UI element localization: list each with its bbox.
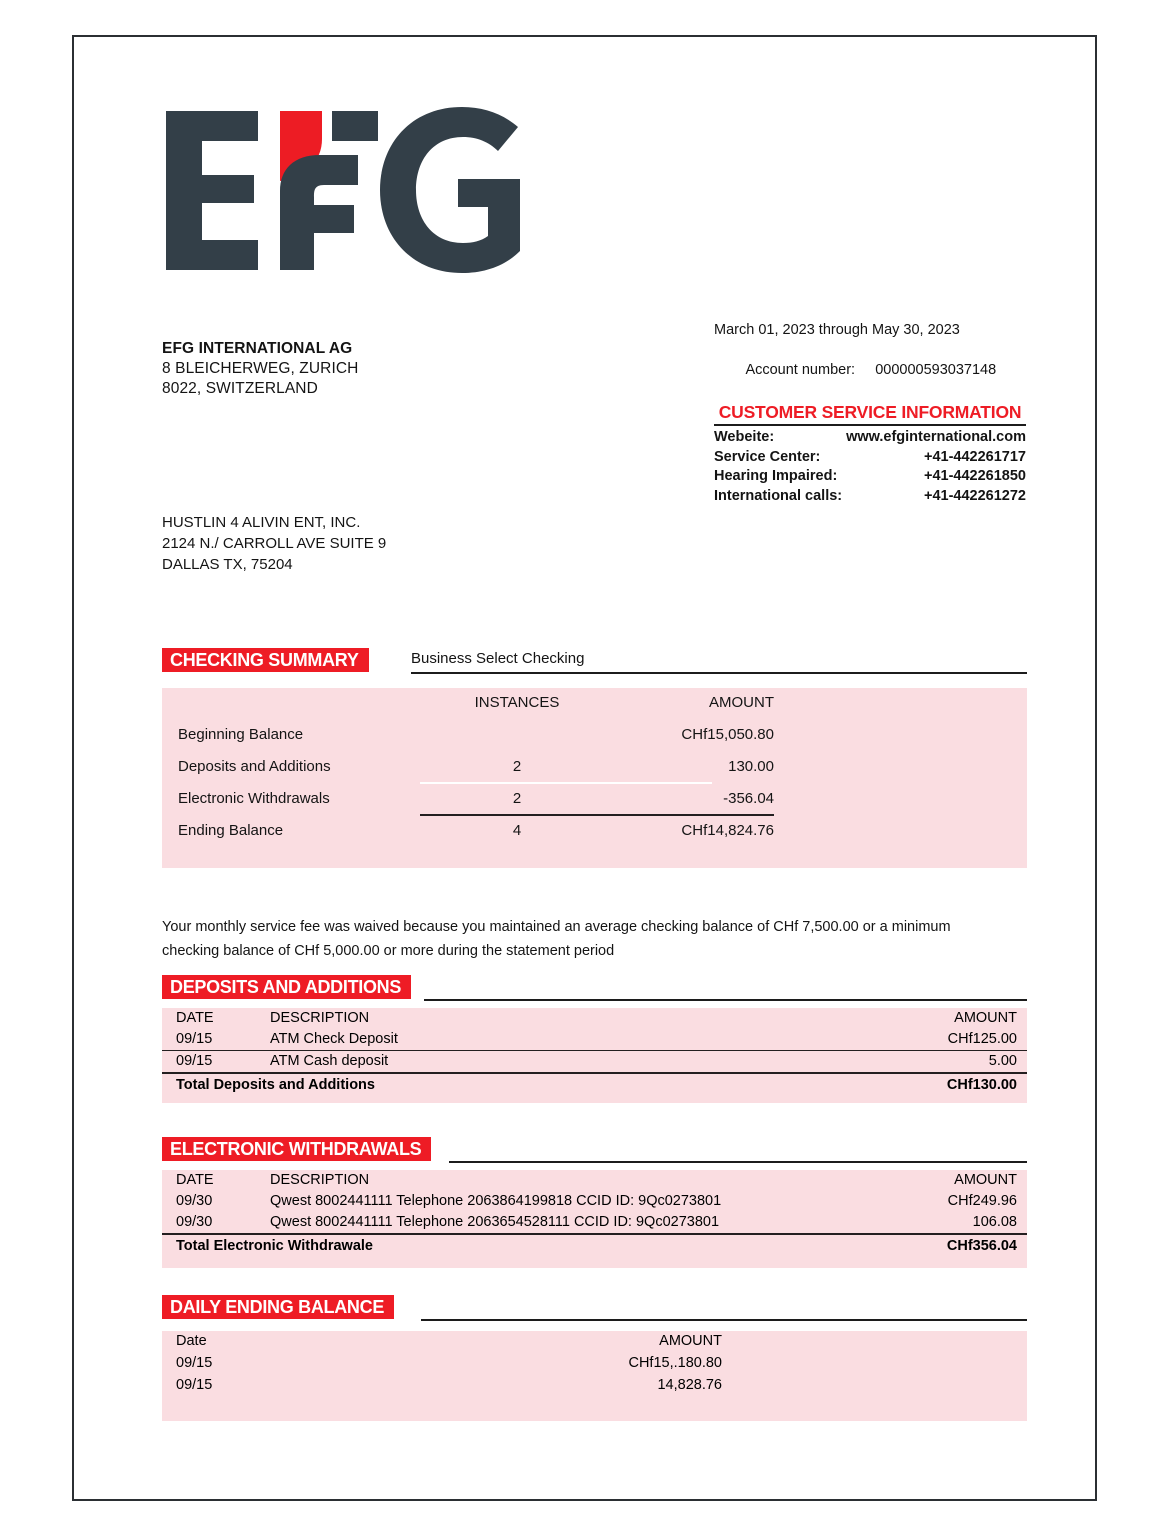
summary-row-label: Ending Balance bbox=[178, 822, 284, 839]
summary-row-instances: 2 bbox=[512, 758, 522, 775]
customer-service-divider bbox=[714, 424, 1026, 426]
account-type-label: Business Select Checking bbox=[411, 650, 585, 667]
sender-line-3: 8022, SWITZERLAND bbox=[162, 380, 318, 397]
withdrawals-col-date: DATE bbox=[176, 1172, 214, 1188]
withdrawals-col-amount: AMOUNT bbox=[954, 1172, 1017, 1188]
customer-service-label: Hearing Impaired: bbox=[714, 468, 838, 484]
table-row bbox=[162, 1353, 1027, 1375]
withdrawal-date: 09/30 bbox=[176, 1214, 213, 1230]
table-row bbox=[162, 1375, 1027, 1397]
deposit-date: 09/15 bbox=[176, 1053, 213, 1069]
deposits-col-date: DATE bbox=[176, 1010, 214, 1026]
withdrawal-date: 09/30 bbox=[176, 1193, 213, 1209]
deposit-amount: CHf125.00 bbox=[947, 1031, 1017, 1047]
daily-balance-date: 09/15 bbox=[176, 1355, 213, 1371]
summary-row-label: Beginning Balance bbox=[178, 726, 304, 743]
withdrawals-section bbox=[74, 1137, 1095, 1254]
daily-balance-amount: CHf15,.180.80 bbox=[628, 1355, 722, 1371]
withdrawals-title: ELECTRONIC WITHDRAWALS bbox=[162, 1137, 431, 1161]
withdrawal-amount: 106.08 bbox=[972, 1214, 1017, 1230]
account-number-value: 000000593037148 bbox=[875, 362, 997, 378]
customer-service-label: Webeite: bbox=[714, 429, 775, 445]
summary-row-label: Electronic Withdrawals bbox=[178, 790, 330, 807]
sender-line-2: 8 BLEICHERWEG, ZURICH bbox=[162, 360, 359, 377]
daily-balance-title: DAILY ENDING BALANCE bbox=[162, 1295, 394, 1319]
recipient-address bbox=[162, 512, 386, 575]
statement-period: March 01, 2023 through May 30, 2023 bbox=[714, 322, 960, 338]
customer-service-value: +41-442261717 bbox=[923, 448, 1026, 465]
deposits-table bbox=[162, 1008, 1027, 1103]
withdrawals-total-row bbox=[162, 1235, 1027, 1259]
customer-service-row bbox=[714, 448, 1026, 468]
summary-col-instances: INSTANCES bbox=[474, 694, 560, 711]
withdrawal-amount: CHf249.96 bbox=[947, 1193, 1017, 1209]
deposits-col-description: DESCRIPTION bbox=[270, 1010, 370, 1026]
summary-row-amount: CHf14,824.76 bbox=[681, 822, 774, 839]
withdrawals-col-description: DESCRIPTION bbox=[270, 1172, 370, 1188]
deposits-col-amount: AMOUNT bbox=[954, 1010, 1017, 1026]
customer-service-label: International calls: bbox=[714, 487, 843, 504]
daily-balance-rule bbox=[421, 1319, 1027, 1321]
deposits-total-row bbox=[162, 1074, 1027, 1098]
daily-balance-col-amount: AMOUNT bbox=[659, 1333, 722, 1349]
deposits-title: DEPOSITS AND ADDITIONS bbox=[162, 975, 411, 999]
deposits-section bbox=[74, 975, 1095, 1093]
recipient-line-1: HUSTLIN 4 ALIVIN ENT, INC. bbox=[162, 514, 361, 531]
deposit-description: ATM Cash deposit bbox=[270, 1053, 389, 1069]
service-fee-note: Your monthly service fee was waived because you maintained an average checking balance of CHf 7,500.00 or a minimum checking balance of CHf 5,000.00 or more during the statement period bbox=[162, 919, 951, 959]
sender-line-1: EFG INTERNATIONAL AG bbox=[162, 340, 353, 357]
daily-balance-section bbox=[74, 1295, 1095, 1393]
summary-header-row bbox=[162, 688, 1027, 720]
withdrawal-description: Qwest 8002441111 Telephone 2063864199818 CCID ID: 9Qc0273801 bbox=[270, 1193, 722, 1209]
efg-logo bbox=[162, 105, 532, 275]
deposit-description: ATM Check Deposit bbox=[270, 1031, 398, 1047]
withdrawals-table bbox=[162, 1170, 1027, 1268]
summary-row-label: Deposits and Additions bbox=[178, 758, 331, 775]
summary-row-amount: -356.04 bbox=[723, 790, 774, 807]
checking-summary-title: CHECKING SUMMARY bbox=[162, 648, 369, 672]
daily-balance-table bbox=[162, 1331, 1027, 1421]
summary-col-amount: AMOUNT bbox=[709, 694, 774, 711]
withdrawals-total-amount: CHf356.04 bbox=[946, 1238, 1017, 1254]
summary-row-instances: 4 bbox=[512, 822, 522, 839]
customer-service-box bbox=[714, 402, 1026, 506]
table-row bbox=[162, 1191, 1027, 1212]
daily-balance-amount: 14,828.76 bbox=[657, 1377, 722, 1393]
daily-balance-col-date: Date bbox=[176, 1333, 207, 1349]
deposit-amount: 5.00 bbox=[988, 1053, 1017, 1069]
customer-service-value: +41-442261850 bbox=[923, 468, 1026, 484]
recipient-line-2: 2124 N./ CARROLL AVE SUITE 9 bbox=[162, 535, 387, 552]
withdrawals-total-label: Total Electronic Withdrawale bbox=[176, 1238, 373, 1254]
summary-row-amount: 130.00 bbox=[728, 758, 774, 775]
customer-service-value: +41-442261272 bbox=[923, 487, 1026, 504]
deposits-total-label: Total Deposits and Additions bbox=[176, 1077, 375, 1093]
statement-meta bbox=[714, 320, 996, 400]
account-number-row bbox=[714, 340, 996, 400]
summary-row-amount: CHf15,050.80 bbox=[681, 726, 774, 743]
table-row bbox=[162, 1029, 1027, 1050]
customer-service-value[interactable]: www.efginternational.com bbox=[846, 429, 1026, 445]
summary-row bbox=[162, 752, 1027, 784]
summary-row bbox=[162, 720, 1027, 752]
summary-row bbox=[162, 784, 1027, 816]
account-number-label: Account number: bbox=[745, 362, 856, 378]
table-row bbox=[162, 1051, 1027, 1072]
checking-summary-rule bbox=[411, 672, 1027, 674]
customer-service-row bbox=[714, 487, 1026, 507]
statement-page bbox=[72, 35, 1097, 1501]
daily-balance-header-row bbox=[162, 1331, 1027, 1353]
checking-summary-section bbox=[74, 648, 1095, 839]
customer-service-row bbox=[714, 467, 1026, 487]
customer-service-label: Service Center: bbox=[714, 448, 821, 465]
table-row bbox=[162, 1212, 1027, 1233]
deposits-rule bbox=[424, 999, 1027, 1001]
deposits-header-row bbox=[162, 1008, 1027, 1029]
deposit-date: 09/15 bbox=[176, 1031, 213, 1047]
summary-row-instances: 2 bbox=[512, 790, 522, 807]
withdrawals-header-row bbox=[162, 1170, 1027, 1191]
sender-address bbox=[162, 339, 358, 399]
checking-summary-table bbox=[162, 688, 1027, 868]
customer-service-row bbox=[714, 428, 1026, 448]
summary-row bbox=[162, 816, 1027, 848]
withdrawal-description: Qwest 8002441111 Telephone 2063654528111 CCID ID: 9Qc0273801 bbox=[270, 1214, 720, 1230]
daily-balance-date: 09/15 bbox=[176, 1377, 213, 1393]
customer-service-title: CUSTOMER SERVICE INFORMATION bbox=[718, 402, 1022, 422]
recipient-line-3: DALLAS TX, 75204 bbox=[162, 556, 293, 573]
withdrawals-rule bbox=[449, 1161, 1027, 1163]
deposits-total-amount: CHf130.00 bbox=[946, 1077, 1017, 1093]
